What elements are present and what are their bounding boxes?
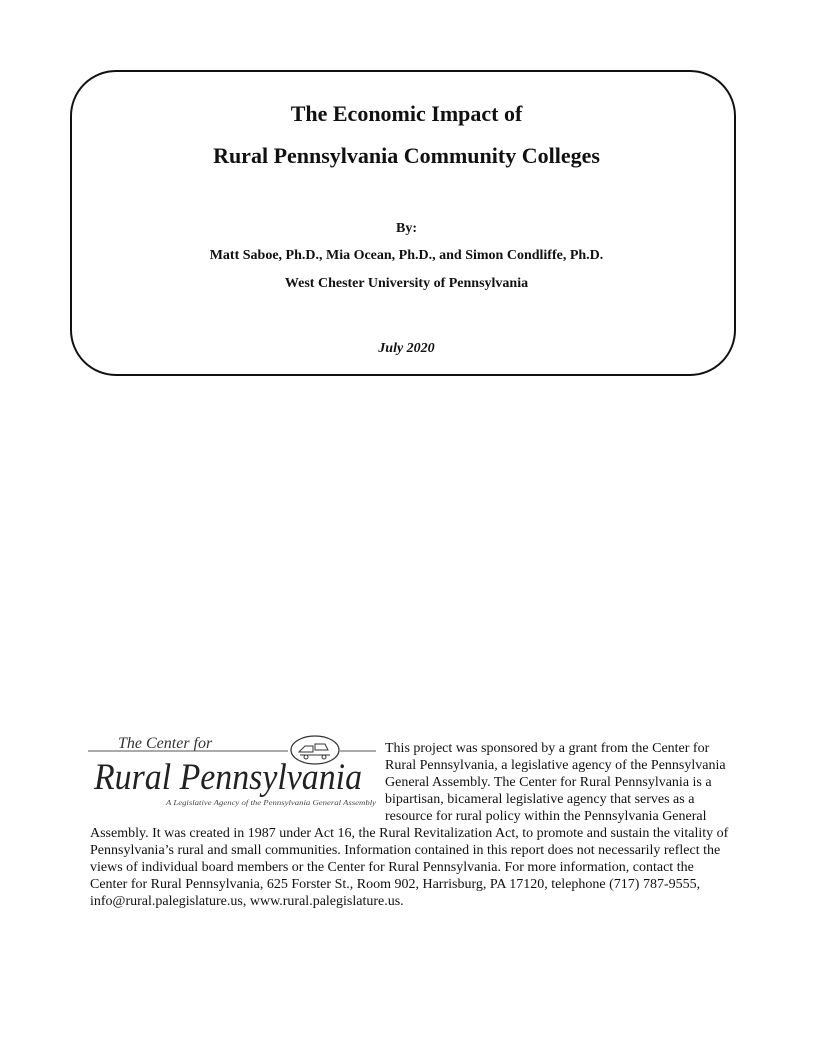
report-title-line-1: The Economic Impact of — [290, 101, 523, 126]
institution: West Chester University of Pennsylvania — [284, 276, 529, 291]
logo-line-2: Rural Pennsylvania — [93, 757, 362, 798]
publication-date: July 2020 — [378, 341, 435, 356]
authors: Matt Saboe, Ph.D., Mia Ocean, Ph.D., and Simon Condliffe, Ph.D. — [209, 248, 604, 263]
logo-line-1: The Center for — [118, 735, 213, 752]
byline-label: By: — [396, 221, 417, 236]
sponsor-text: This project was sponsored by a grant from the Center for Rural Pennsylvania, a legislative agency of the Pennsylvania General Assembly. The Center for Rural Pennsylvania is a bipartisan, bicameral legislative agency that serves as a resource for rural policy within the Pennsylvania General Assembly. It was created in 1987 under Act 16, the Rural Revitalization Act, to promote and sustain the vitality of Pennsylvania’s rural and small communities. Information contained in this report does not necessarily reflect the views of individual board members or the Center for Rural Pennsylvania. For more information, contact the Center for Rural Pennsylvania, 625 Forster St., Room 902, Harrisburg, PA 17120, telephone (717) 787-9555, info@rural.palegislature.us, www.rural.palegislature.us. — [90, 741, 729, 909]
logo-tagline: A Legislative Agency of the Pennsylvania General Assembly — [164, 798, 377, 807]
sponsor-paragraph — [90, 740, 730, 910]
report-title-line-2: Rural Pennsylvania Community Colleges — [213, 143, 600, 168]
